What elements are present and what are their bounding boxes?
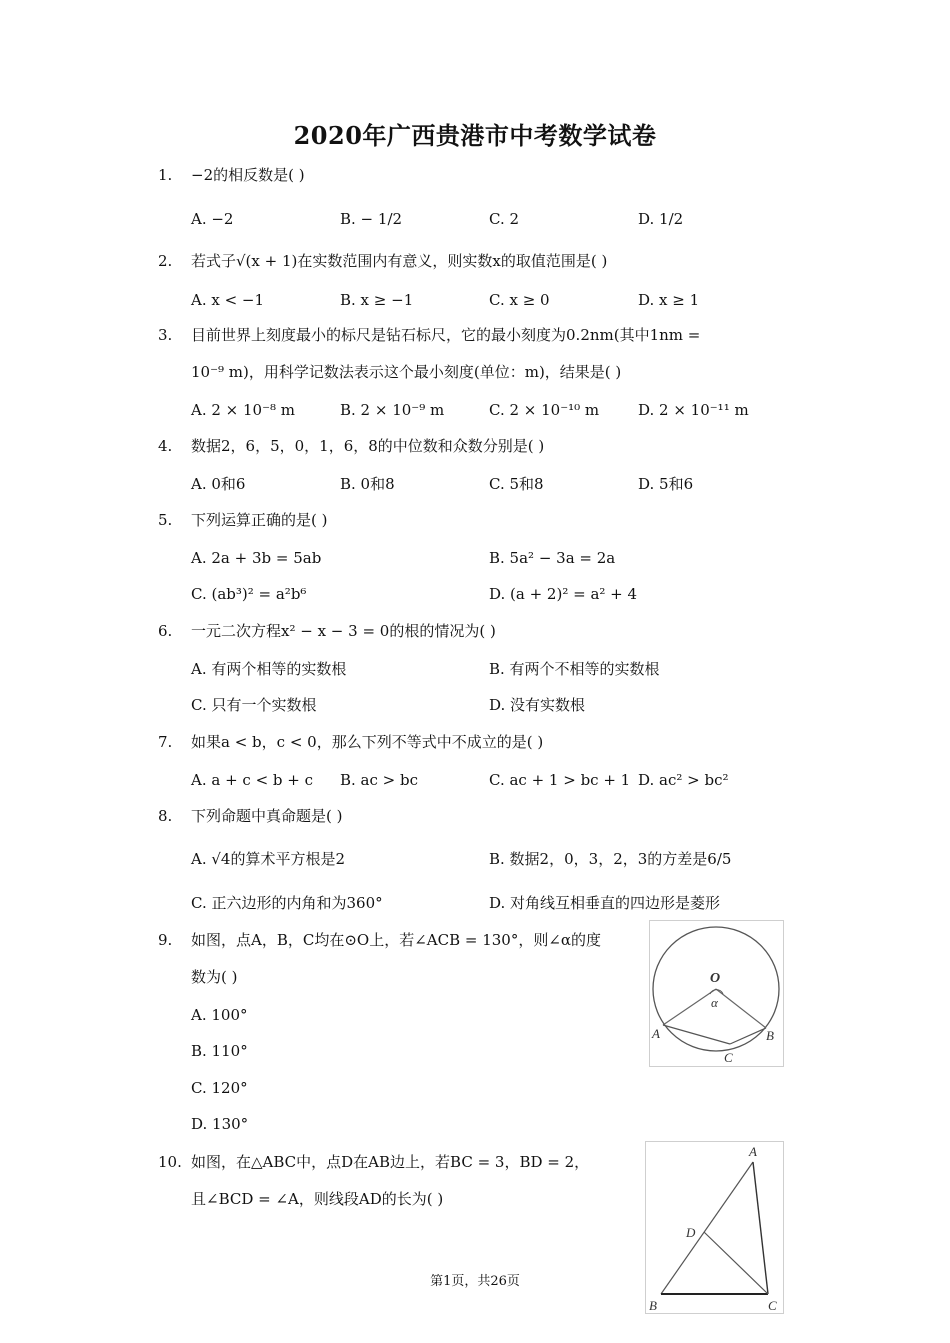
question-text: 如图，点A，B，C均在⊙O上，若∠ACB = 130°，则∠α的度 — [191, 931, 602, 949]
option-b: B. 数据2，0，3，2，3的方差是6/5 — [489, 850, 732, 868]
option-a: A. 2a + 3b = 5ab — [191, 549, 322, 567]
option-c: C. 只有一个实数根 — [191, 696, 317, 714]
option-d: D. x ≥ 1 — [638, 291, 700, 309]
circle-diagram-icon — [650, 921, 783, 1066]
option-a: A. 2 × 10⁻⁸ m — [191, 401, 296, 419]
option-c: C. 2 — [489, 210, 520, 228]
option-b: B. 0和8 — [340, 475, 395, 493]
question-number: 10. — [158, 1153, 182, 1171]
option-d: D. 5和6 — [638, 475, 694, 493]
svg-text:A: A — [749, 1144, 757, 1159]
question-number: 4. — [158, 437, 173, 455]
svg-text:B: B — [649, 1298, 657, 1313]
option-d: D. 1/2 — [638, 210, 684, 228]
svg-text:C: C — [724, 1050, 733, 1065]
question-text-continued: 数为( ) — [191, 968, 238, 986]
option-a: A. a + c < b + c — [191, 771, 314, 789]
question-number: 9. — [158, 931, 173, 949]
option-d: D. 没有实数根 — [489, 696, 586, 714]
question-number: 7. — [158, 733, 173, 751]
option-c: C. 2 × 10⁻¹⁰ m — [489, 401, 600, 419]
question-text-continued: 10⁻⁹ m)，用科学记数法表示这个最小刻度(单位：m)，结果是( ) — [191, 363, 622, 381]
question-text: 一元二次方程x² − x − 3 = 0的根的情况为( ) — [191, 622, 496, 640]
option-b: B. 110° — [191, 1042, 248, 1060]
question-text: 若式子√(x + 1)在实数范围内有意义，则实数x的取值范围是( ) — [191, 252, 608, 270]
question-text: 下列运算正确的是( ) — [191, 511, 328, 529]
svg-text:A: A — [652, 1026, 660, 1041]
option-b: B. x ≥ −1 — [340, 291, 414, 309]
question-number: 1. — [158, 166, 173, 184]
page-title: 2020年广西贵港市中考数学试卷 — [293, 121, 657, 150]
option-d: D. 对角线互相垂直的四边形是菱形 — [489, 894, 721, 912]
svg-text:D: D — [686, 1225, 696, 1240]
option-c: C. 正六边形的内角和为360° — [191, 894, 383, 912]
svg-text:α: α — [711, 995, 718, 1010]
option-b: B. ac > bc — [340, 771, 419, 789]
question-number: 8. — [158, 807, 173, 825]
option-b: B. 2 × 10⁻⁹ m — [340, 401, 445, 419]
question-text: 下列命题中真命题是( ) — [191, 807, 343, 825]
question-text-continued: 且∠BCD = ∠A，则线段AD的长为( ) — [191, 1190, 444, 1208]
question-text: 目前世界上刻度最小的标尺是钻石标尺，它的最小刻度为0.2nm(其中1nm = — [191, 326, 701, 344]
option-d: D. ac² > bc² — [638, 771, 729, 789]
question-text: 如果a < b，c < 0，那么下列不等式中不成立的是( ) — [191, 733, 544, 751]
option-a: A. −2 — [191, 210, 234, 228]
svg-text:C: C — [768, 1298, 777, 1313]
option-b: B. − 1/2 — [340, 210, 403, 228]
option-b: B. 有两个不相等的实数根 — [489, 660, 660, 678]
option-c: C. 120° — [191, 1079, 248, 1097]
question-text: 数据2，6，5，0，1，6，8的中位数和众数分别是( ) — [191, 437, 545, 455]
question-number: 5. — [158, 511, 173, 529]
option-c: C. (ab³)² = a²b⁶ — [191, 585, 307, 603]
question-text: 如图，在△ABC中，点D在AB边上，若BC = 3，BD = 2， — [191, 1153, 590, 1171]
question-number: 3. — [158, 326, 173, 344]
svg-text:O: O — [710, 971, 721, 986]
option-c: C. ac + 1 > bc + 1 — [489, 771, 631, 789]
question-number: 2. — [158, 252, 173, 270]
question-text: −2的相反数是( ) — [191, 166, 305, 184]
svg-text:B: B — [766, 1028, 774, 1043]
option-d: D. 2 × 10⁻¹¹ m — [638, 401, 749, 419]
option-a: A. √4的算术平方根是2 — [191, 850, 346, 868]
option-d: D. (a + 2)² = a² + 4 — [489, 585, 638, 603]
circle-figure — [649, 920, 784, 1067]
page-footer: 第1页，共26页 — [430, 1274, 520, 1289]
option-c: C. x ≥ 0 — [489, 291, 550, 309]
option-a: A. x < −1 — [191, 291, 265, 309]
option-a: A. 0和6 — [191, 475, 246, 493]
option-b: B. 5a² − 3a = 2a — [489, 549, 616, 567]
question-number: 6. — [158, 622, 173, 640]
option-d: D. 130° — [191, 1115, 249, 1133]
option-a: A. 100° — [191, 1006, 248, 1024]
option-a: A. 有两个相等的实数根 — [191, 660, 347, 678]
option-c: C. 5和8 — [489, 475, 544, 493]
